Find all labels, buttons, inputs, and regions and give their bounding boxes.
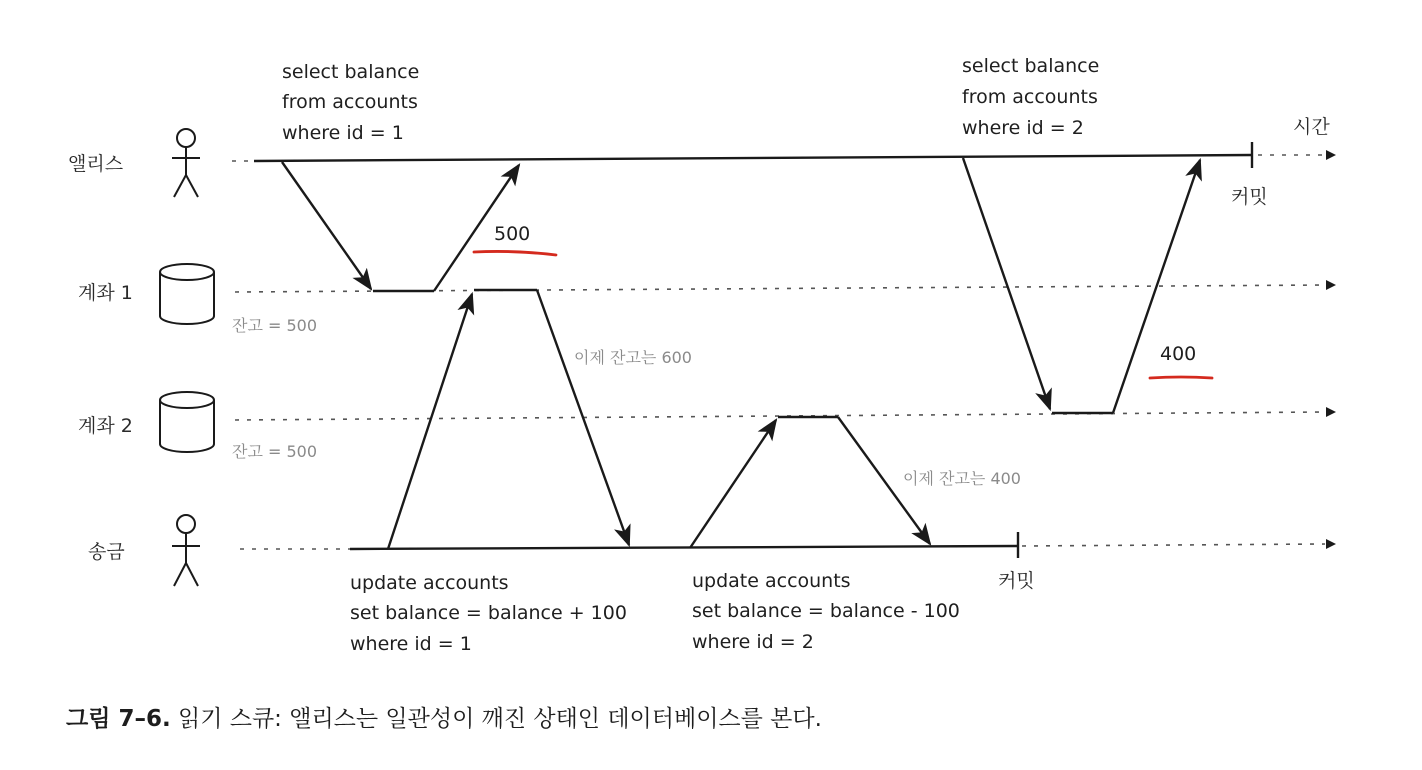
account2-now-label: 이제 잔고는 400 [903, 469, 1021, 488]
sql-line: where id = 2 [692, 631, 814, 653]
alice-query1-request-arrow [282, 162, 371, 289]
sql-line: update accounts [350, 572, 509, 594]
time-arrowhead [1326, 280, 1336, 290]
lane-label-transfer: 송금 [88, 541, 125, 563]
sql-line: from accounts [962, 86, 1098, 108]
alice-query2-sql [962, 55, 1099, 139]
sql-line: set balance = balance - 100 [692, 600, 960, 622]
figure-caption [66, 700, 822, 733]
account1-now-label: 이제 잔고는 600 [574, 348, 692, 367]
transfer-update1-sql [350, 572, 627, 655]
read-value-500: 500 [494, 223, 531, 245]
alice-query1-sql [282, 61, 419, 144]
lane-label-account2: 계좌 2 [78, 415, 133, 437]
red-underline [1150, 377, 1212, 378]
caption-number: 그림 7–6. [66, 706, 171, 732]
alice-transaction-line [254, 155, 1252, 161]
lane-label-alice: 앨리스 [68, 153, 124, 175]
transfer-update2-sql [692, 570, 960, 653]
sql-line: select balance [282, 61, 420, 83]
sql-line: where id = 1 [350, 633, 472, 655]
sql-line: update accounts [692, 570, 851, 592]
time-label: 시간 [1293, 116, 1330, 138]
account1-balance-label: 잔고 = 500 [232, 316, 318, 335]
sql-line: where id = 2 [962, 117, 1084, 139]
caption-text: 읽기 스큐: 앨리스는 일관성이 깨진 상태인 데이터베이스를 본다. [170, 706, 822, 732]
time-arrowhead [1326, 539, 1336, 549]
time-arrowhead [1326, 407, 1336, 417]
time-arrowhead [1326, 150, 1336, 160]
transfer-commit-label: 커밋 [998, 570, 1035, 592]
transfer-dashed-end [1022, 544, 1325, 546]
read-value-400: 400 [1160, 343, 1197, 365]
lane-label-account1: 계좌 1 [78, 282, 133, 304]
transfer-update1-request-arrow [388, 294, 472, 549]
database-icon [160, 264, 214, 324]
sql-line: set balance = balance + 100 [350, 602, 627, 624]
sql-line: from accounts [282, 91, 418, 113]
transfer-transaction-line [350, 546, 1018, 549]
person-icon [172, 515, 200, 586]
sql-line: where id = 1 [282, 122, 404, 144]
alice-query2-request-arrow [963, 158, 1050, 409]
alice-commit-label: 커밋 [1231, 186, 1268, 208]
sql-line: select balance [962, 55, 1100, 77]
red-underline [474, 251, 556, 255]
account2-balance-label: 잔고 = 500 [232, 442, 318, 461]
person-icon [172, 129, 200, 197]
database-icon [160, 392, 214, 452]
transfer-update2-request-arrow [690, 420, 776, 548]
